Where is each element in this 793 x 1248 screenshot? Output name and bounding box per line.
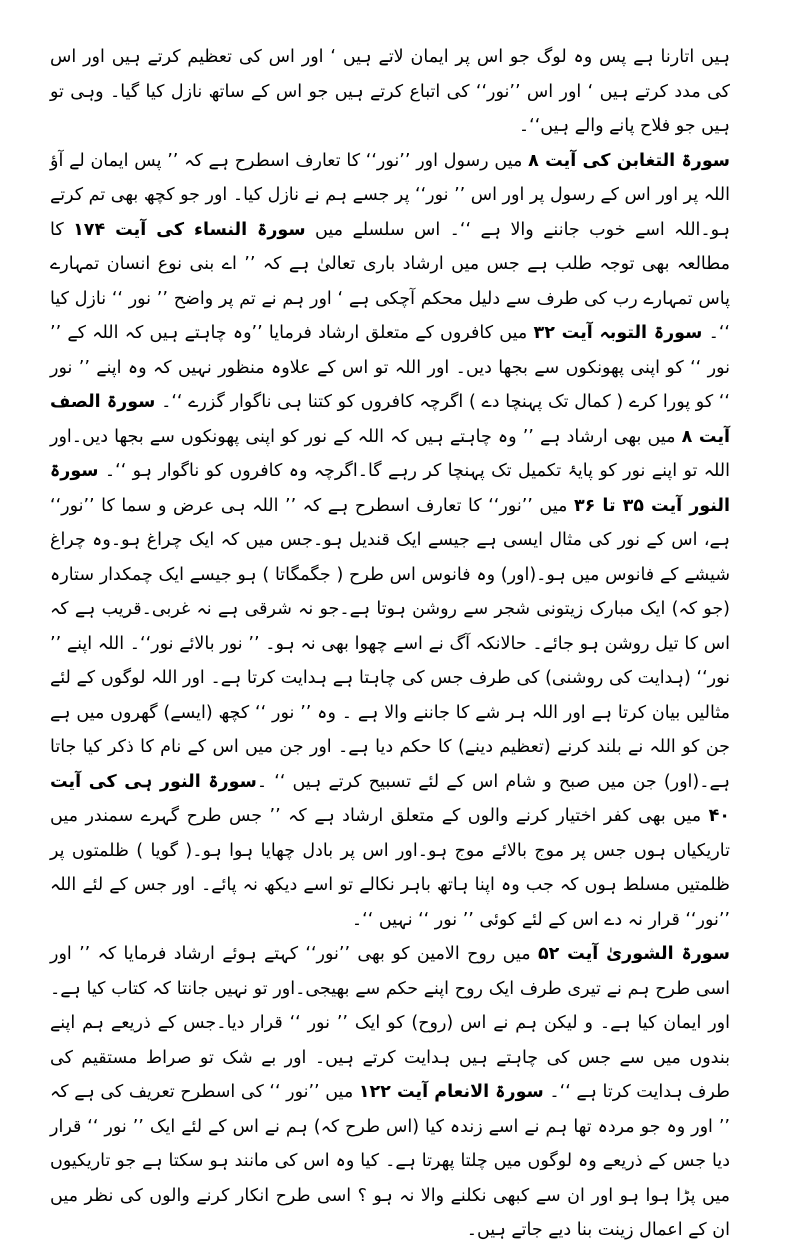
surah-reference: سورۃ التغابن کی آیت ۸	[528, 150, 730, 171]
paragraph-text: میں ’’نور‘‘ کا تعارف اسطرح ہے کہ ’’ اللہ ہی عرض و سما کا ’’نور‘‘ ہے، اس کے نور کی مثال ایسی ہے جیسے ایک قندیل ہو۔جس میں کہ ایک چراغ ہو۔وہ چراغ شیشے کے فانوس میں ہو۔(اور) وہ فانوس اس طرح ( جگمگاتا ) ہو جیسے ایک چمکدار ستارہ (جو کہ) ایک مبارک زیتونی شجر سے روشن ہوتا ہے۔جو نہ شرقی ہے نہ غربی۔قریب ہے کہ اس کا تیل روشن ہو جائے۔ حالانکہ آگ نے اسے چھوا بھی نہ ہو۔ ’’ نور بالائے نور‘‘۔ اللہ اپنے ’’ نور‘‘ (ہدایت کی روشنی) کی طرف جس کی چاہتا ہے ہدایت کرتا ہے۔ اور اللہ لوگوں کے لئے مثالیں بیان کرتا ہے اور اللہ ہر شے کا جاننے والا ہے ۔ وہ ’’ نور ‘‘ کچھ (ایسے) گھروں میں ہے جن کو اللہ نے بلند کرنے (تعظیم دینے) کا حکم دیا ہے۔ اور جن میں اس کے نام کا ذکر کیا جاتا ہے۔(اور) جن میں صبح و شام اس کے لئے تسبیح کرتے ہیں ‘‘ ۔	[50, 495, 730, 792]
surah-reference: سورۃ الانعام آیت ۱۲۲	[358, 1082, 544, 1102]
surah-reference: سورۃ الشوریٰ آیت ۵۲	[537, 944, 730, 964]
surah-reference: سورۃ الصف آیت ۸	[50, 392, 731, 447]
body-paragraph	[50, 937, 730, 1248]
paragraph-text: کا مطالعہ بھی توجہ طلب ہے جس میں ارشاد باری تعالیٰ ہے کہ ’’ اے بنی نوع انسان تمہارے پاس تمہارے رب کی طرف سے دلیل محکم آچکی ہے ‘ اور ہم نے تم پر واضح ’’ نور ‘‘ نازل کیا ‘‘۔	[50, 219, 730, 343]
paragraph-text: ہیں اتارنا ہے پس وہ لوگ جو اس پر ایمان لاتے ہیں ‘ اور اس کی تعظیم کرتے ہیں اور اس کی مدد کرتے ہیں ‘ اور اس ’’نور‘‘ کی اتباع کرتے ہیں جو اس کے ساتھ نازل کیا گیا۔ وہی تو ہیں جو فلاح پانے والے ہیں‘‘۔	[50, 47, 730, 136]
body-paragraph	[50, 144, 730, 938]
paragraph-text: میں بھی ارشاد ہے ’’ وہ چاہتے ہیں کہ اللہ کے نور کو اپنی پھونکوں سے بجھا دیں۔اور اللہ تو اپنے نور کو پایۂ تکمیل تک پہنچا کر رہے گا۔اگرچہ وہ کافروں کو ناگوار ہو ‘‘۔	[50, 426, 730, 481]
paragraph-text: میں ’’نور ‘‘ کی اسطرح تعریف کی ہے کہ ’’ اور وہ جو مردہ تھا ہم نے اسے زندہ کیا (اس طرح کہ) ہم نے اس کے لئے ایک ’’ نور ‘‘ قرار دیا جس کے ذریعے وہ لوگوں میں چلتا پھرتا ہے۔ کیا وہ اس کی مانند ہو سکتا ہے جو تاریکیوں میں پڑا ہوا ہو اور ان سے کبھی نکلنے والا نہ ہو ؟ اسی طرح انکار کرنے والوں کی نظر میں ان کے اعمال زینت بنا دیے جاتے ہیں۔	[50, 1082, 730, 1240]
surah-reference: سورۃ النساء کی آیت ۱۷۴	[73, 219, 306, 240]
body-paragraph	[50, 40, 730, 144]
surah-reference: سورۃ التوبہ آیت ۳۲	[533, 323, 703, 343]
paragraph-text: میں کافروں کے متعلق ارشاد فرمایا ’’وہ چاہتے ہیں کہ اللہ کے ’’ نور ‘‘ کو اپنی پھونکوں سے بجھا دیں۔ اور اللہ تو اس کے علاوہ منظور نہیں کہ وہ اپنے ’’ نور ‘‘ کو پورا کرے ( کمال تک پہنچا دے ) اگرچہ کافروں کو کتنا ہی ناگوار گزرے ‘‘۔	[50, 323, 730, 412]
paragraph-text: میں روح الامین کو بھی ’’نور‘‘ کہتے ہوئے ارشاد فرمایا کہ ’’ اور اسی طرح ہم نے تیری طرف ایک روح اپنے حکم سے بھیجی۔اور تو نہیں جانتا کہ کتاب کیا ہے۔اور ایمان کیا ہے۔ و لیکن ہم نے اس (روح) کو ایک ’’ نور ‘‘ قرار دیا۔جس کے ذریعے ہم اپنے بندوں میں سے جس کی چاہتے ہیں ہدایت کرتے ہیں۔ اور بے شک تو صراط مستقیم کی طرف ہدایت کرتا ہے ‘‘۔	[50, 944, 730, 1102]
document-page	[50, 40, 730, 1248]
paragraph-text: میں رسول اور ’’نور‘‘ کا تعارف اسطرح ہے کہ ’’ پس ایمان لے آؤ اللہ پر اور اس کے رسول پر اور اس ’’ نور‘‘ پر جسے ہم نے نازل کیا۔ اور جو کچھ بھی تم کرتے ہو۔اللہ اسے خوب جاننے والا ہے ‘‘۔ اس سلسلے میں	[50, 150, 730, 240]
surah-reference: سورۃ النور ہی کی آیت ۴۰	[50, 771, 730, 826]
paragraph-text: میں بھی کفر اختیار کرنے والوں کے متعلق ارشاد ہے کہ ’’ جس طرح گہرے سمندر میں تاریکیاں ہوں جس پر موج بالائے موج ہو۔اور اس پر بادل چھایا ہوا ہو۔( گویا ) ظلمتوں پر ظلمتیں مسلط ہوں کہ جب وہ اپنا ہاتھ باہر نکالے تو اسے دیکھ نہ پائے۔ اور جس کے لئے اللہ ’’نور‘‘ قرار نہ دے اس کے لئے کوئی ’’ نور ‘‘ نہیں ‘‘۔	[50, 806, 730, 930]
surah-reference: سورۃ النور آیت ۳۵ تا ۳۶	[50, 461, 730, 516]
